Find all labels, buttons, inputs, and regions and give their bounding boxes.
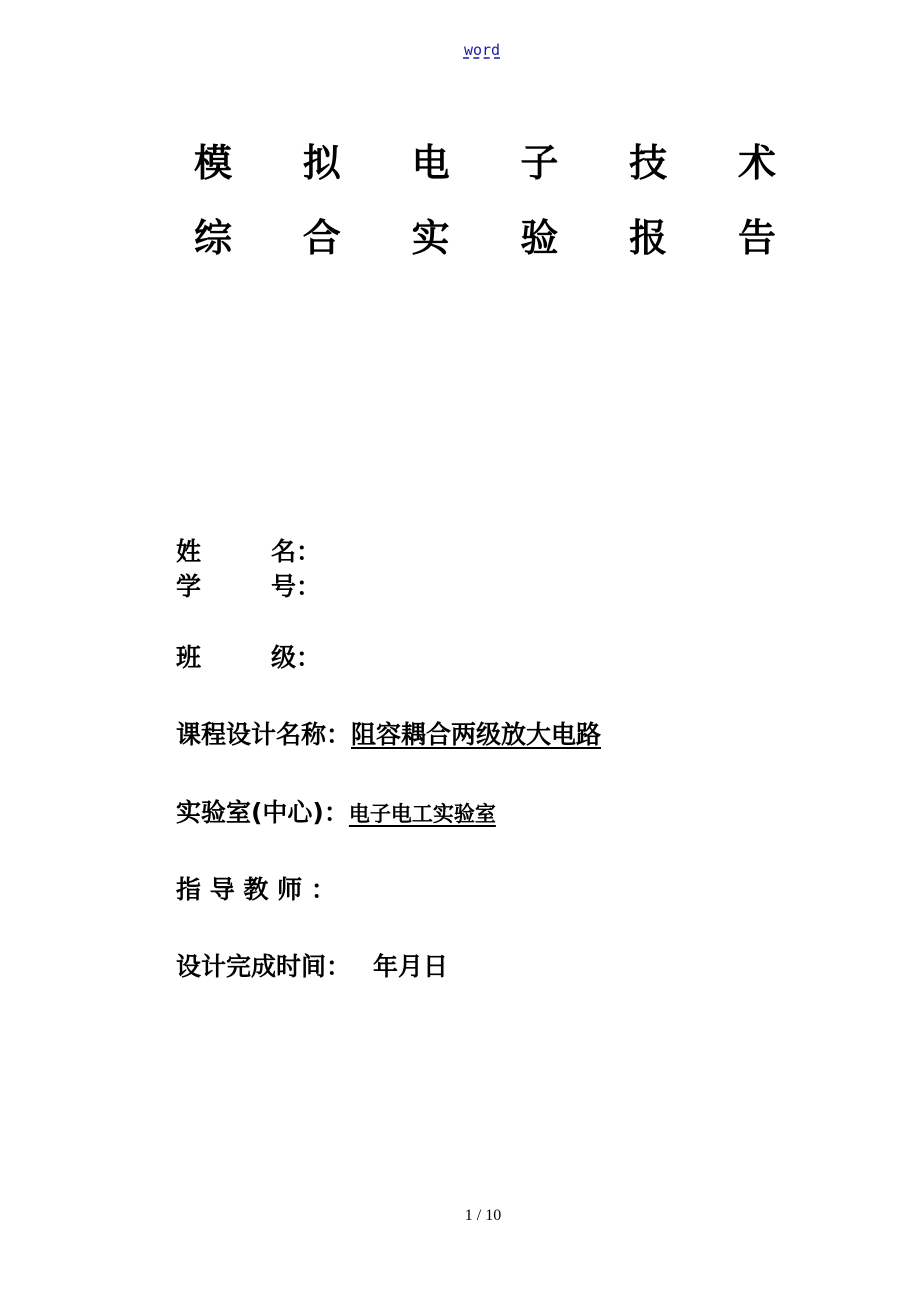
instructor-field: [176, 875, 336, 905]
title-char: 技: [629, 141, 668, 185]
completion-time-field: [176, 952, 448, 982]
title-char: 合: [302, 216, 341, 260]
report-title-line-1: [190, 140, 780, 186]
title-char: 实: [411, 216, 450, 260]
class-label-first: 班: [176, 643, 202, 672]
student-id-field: [176, 572, 330, 602]
course-name-label: 课程设计名称：: [176, 720, 352, 749]
name-label-first: 姓: [176, 537, 202, 566]
course-name-value: 阻容耦合两级放大电路: [351, 720, 602, 749]
lab-label: 实验室(中心)：: [176, 798, 349, 827]
student-id-label-first: 学: [176, 572, 202, 601]
title-char: 子: [520, 141, 559, 185]
title-char: 验: [520, 216, 559, 260]
title-char: 模: [193, 141, 232, 185]
class-label-second: 级：: [271, 643, 322, 672]
title-char: 告: [737, 216, 776, 260]
report-title-line-2: [190, 215, 780, 261]
instructor-label: 指 导 教 师 ：: [176, 875, 336, 904]
class-field: [176, 643, 330, 673]
student-id-label-second: 号：: [271, 572, 322, 601]
name-field: [176, 537, 330, 567]
course-name-field: [176, 720, 601, 750]
header-word-link[interactable]: word: [463, 41, 501, 59]
page-number: 1 / 10: [464, 1207, 502, 1224]
completion-time-label: 设计完成时间：: [176, 952, 352, 981]
completion-time-value: 年月日: [373, 952, 449, 981]
lab-field: [176, 798, 496, 829]
title-char: 术: [737, 141, 776, 185]
title-char: 拟: [302, 141, 341, 185]
title-char: 电: [411, 141, 450, 185]
title-char: 综: [193, 216, 232, 260]
name-label-second: 名：: [271, 537, 322, 566]
title-char: 报: [629, 216, 668, 260]
lab-value: 电子电工实验室: [348, 802, 496, 826]
